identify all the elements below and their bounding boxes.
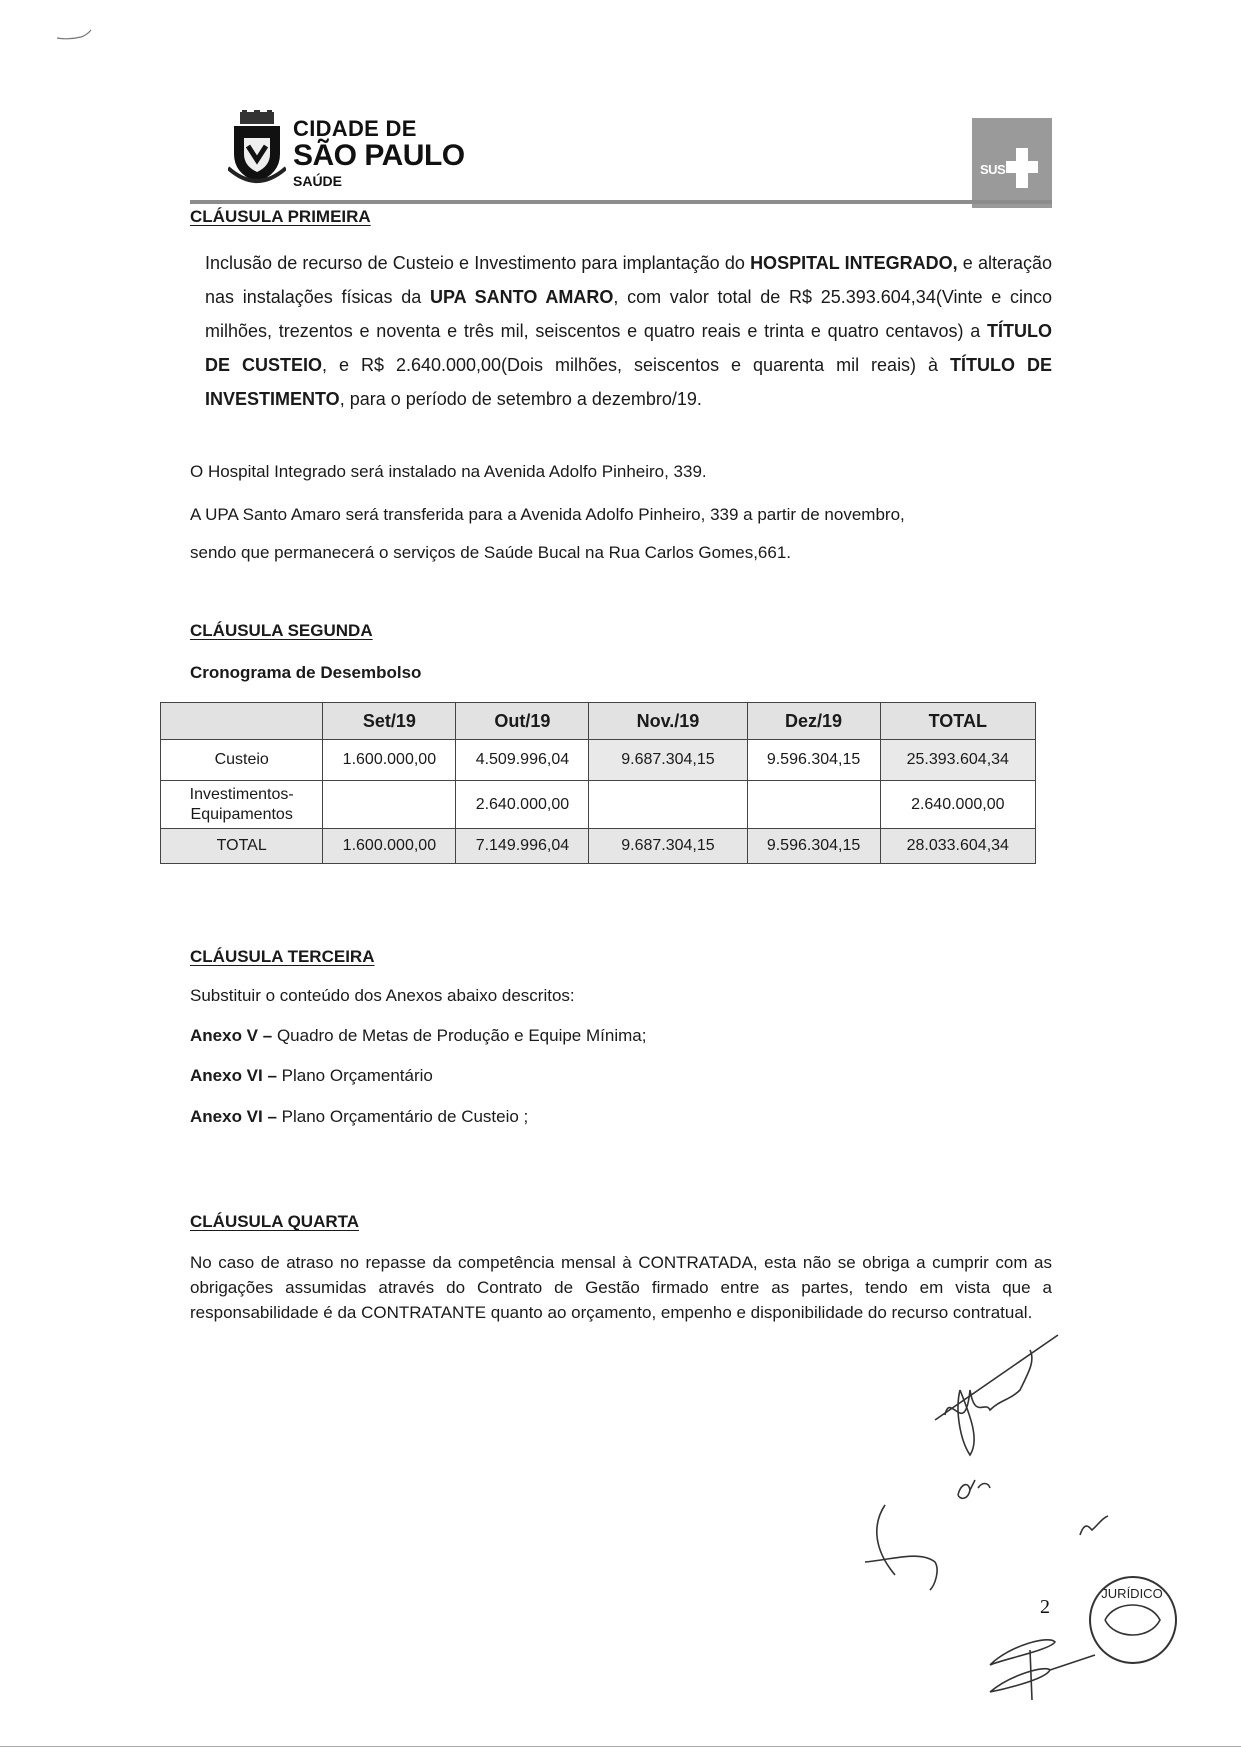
row-label: TOTAL	[161, 829, 323, 864]
city-coat-of-arms-icon	[228, 110, 286, 188]
annex-dash: –	[262, 1107, 282, 1126]
annex-dash: –	[262, 1066, 282, 1085]
table-cell	[589, 781, 747, 829]
disbursement-subtitle-block	[190, 663, 1052, 683]
table-cell	[323, 781, 456, 829]
emphasis-text: UPA SANTO AMARO	[429, 287, 614, 307]
paragraph-text: Inclusão de recurso de Custeio e Investimento para implantação do	[205, 253, 751, 273]
corner-scribble-icon	[55, 28, 95, 42]
emphasis-text: HOSPITAL INTEGRADO,	[750, 253, 958, 273]
table-row	[161, 781, 1036, 829]
table-cell: 28.033.604,34	[880, 829, 1035, 864]
disbursement-subtitle: Cronograma de Desembolso	[190, 663, 422, 682]
document-header	[228, 106, 1052, 206]
paragraph-text: , com valor total de R$ 25.393.604,34(Vinte e cinco milhões, trezentos e noventa e três mil, seiscentos e quatro reais e trinta e quatro centavos) a	[205, 287, 1052, 341]
upa-transfer-line-1	[190, 505, 1052, 525]
table-header-cell: Out/19	[456, 703, 589, 740]
hospital-location-text: O Hospital Integrado será instalado na Avenida Adolfo Pinheiro, 339.	[190, 462, 707, 481]
annex-text: Quadro de Metas de Produção e Equipe Mínima;	[276, 1026, 647, 1045]
paragraph-text: , e R$ 2.640.000,00(Dois milhões, seiscentos e quarenta mil reais) à	[322, 355, 951, 375]
annex-label: Anexo VI	[190, 1107, 263, 1126]
table-header-row	[161, 703, 1036, 740]
sus-label: SUS	[980, 162, 1006, 177]
clause-quarta-paragraph	[190, 1250, 1052, 1325]
brand-line-1: CIDADE DE	[293, 116, 417, 141]
stamp-text: JURÍDICO	[1101, 1586, 1163, 1601]
clause-primeira-title-block	[190, 207, 1052, 227]
clause-title: CLÁUSULA PRIMEIRA	[190, 207, 371, 226]
annex-item	[190, 1066, 1052, 1086]
sus-cross-icon-bar	[1006, 161, 1038, 173]
row-label	[161, 781, 323, 829]
row-label-line-1: Investimentos-	[189, 786, 294, 804]
table-header-cell: TOTAL	[880, 703, 1035, 740]
hospital-location-line	[190, 462, 1052, 482]
table-header-cell: Dez/19	[747, 703, 880, 740]
table-header-cell: Set/19	[323, 703, 456, 740]
clause-primeira-paragraph	[205, 246, 1052, 416]
upa-transfer-text-1: A UPA Santo Amaro será transferida para a Avenida Adolfo Pinheiro, 339 a partir de novembro,	[190, 505, 905, 524]
table-header-cell: Nov./19	[589, 703, 747, 740]
table-cell: 7.149.996,04	[456, 829, 589, 864]
clause-segunda-title-block	[190, 621, 1052, 641]
paragraph-text: e alteração nas instalações físicas da	[205, 253, 1053, 307]
table-cell: 2.640.000,00	[880, 781, 1035, 829]
table-row	[161, 740, 1036, 781]
bottom-scan-line	[0, 1746, 1241, 1747]
paragraph-text: , para o período de setembro a dezembro/19.	[339, 389, 702, 409]
brand-line-3: SAÚDE	[293, 173, 343, 189]
emphasis-text: TÍTULO DE CUSTEIO	[205, 321, 1052, 375]
header-divider	[190, 200, 1052, 204]
clause-title: CLÁUSULA QUARTA	[190, 1212, 360, 1231]
row-label: Custeio	[161, 740, 323, 781]
disbursement-schedule-table	[160, 702, 1036, 864]
table-cell: 2.640.000,00	[456, 781, 589, 829]
annex-text: Plano Orçamentário de Custeio ;	[281, 1107, 529, 1126]
clause-title: CLÁUSULA SEGUNDA	[190, 621, 373, 640]
signatures-icon	[850, 1330, 1241, 1754]
table-cell: 9.687.304,15	[589, 829, 747, 864]
upa-transfer-text-2: sendo que permanecerá o serviços de Saúde Bucal na Rua Carlos Gomes,661.	[190, 543, 792, 562]
table-cell: 9.687.304,15	[589, 740, 747, 781]
table-cell	[747, 781, 880, 829]
brand-line-2: SÃO PAULO	[293, 139, 465, 172]
clause-title: CLÁUSULA TERCEIRA	[190, 947, 375, 966]
annex-dash: –	[258, 1026, 277, 1045]
annex-intro-line	[190, 986, 1052, 1006]
table-header-cell	[161, 703, 323, 740]
annex-item	[190, 1026, 1052, 1046]
page-number: 2	[1040, 1596, 1050, 1618]
upa-transfer-line-2	[190, 543, 1052, 563]
sus-logo	[972, 118, 1052, 208]
table-cell: 1.600.000,00	[323, 740, 456, 781]
table-cell: 9.596.304,15	[747, 740, 880, 781]
annex-item	[190, 1107, 1052, 1127]
table-cell: 9.596.304,15	[747, 829, 880, 864]
table-total-row	[161, 829, 1036, 864]
annex-intro: Substituir o conteúdo dos Anexos abaixo descritos:	[190, 986, 575, 1005]
annex-label: Anexo V	[190, 1026, 259, 1045]
clause-quarta-text: No caso de atraso no repasse da competência mensal à CONTRATADA, esta não se obriga a cumprir com as obrigações assumidas através do Contrato de Gestão firmado entre as partes, tendo em vista que a responsabilidade é da CONTRATANTE quanto ao orçamento, empenho e disponibilidade do recurso contratual.	[190, 1253, 1052, 1322]
clause-terceira-title-block	[190, 947, 1052, 967]
brand-logo-text	[293, 118, 465, 188]
table-cell: 25.393.604,34	[880, 740, 1035, 781]
emphasis-text: TÍTULO DE INVESTIMENTO	[205, 355, 1052, 409]
clause-primeira-text	[205, 246, 1052, 416]
clause-quarta-title-block	[190, 1212, 1052, 1232]
annex-label: Anexo VI	[190, 1066, 263, 1085]
row-label-line-2: Equipamentos	[190, 805, 293, 823]
annex-text: Plano Orçamentário	[281, 1066, 433, 1085]
table-cell: 4.509.996,04	[456, 740, 589, 781]
table-cell: 1.600.000,00	[323, 829, 456, 864]
